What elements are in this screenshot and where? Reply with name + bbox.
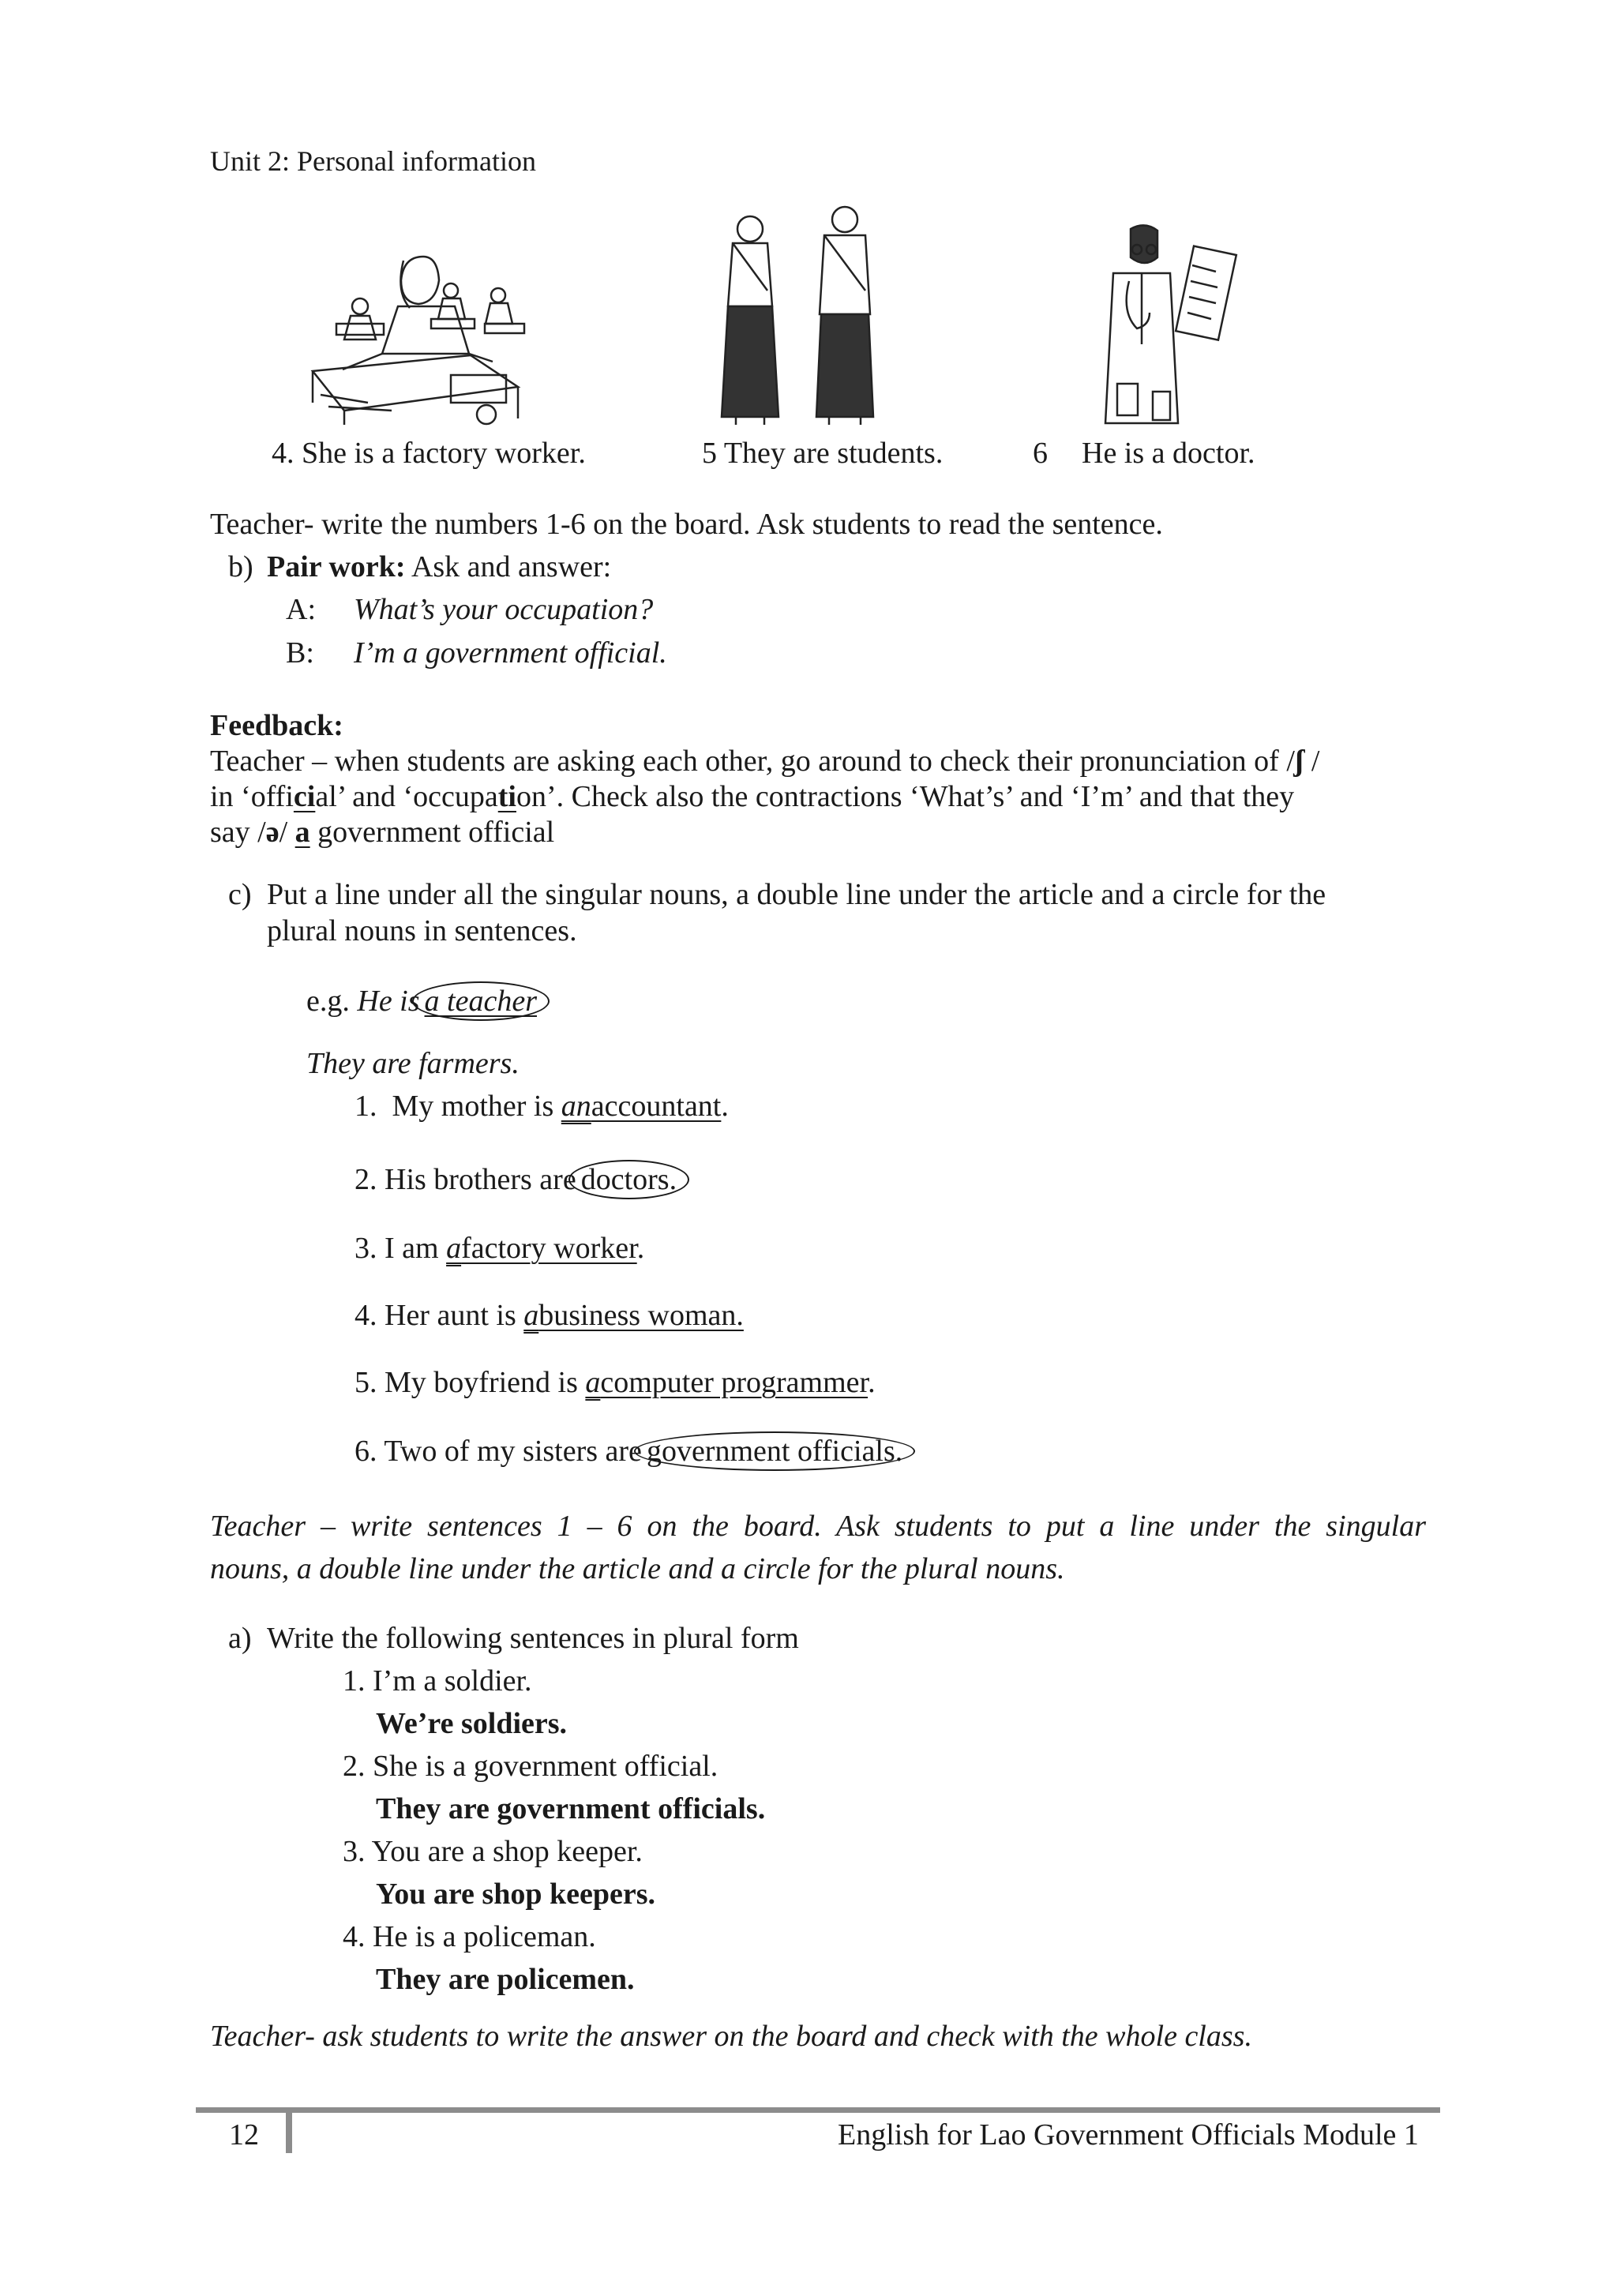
plural-item-3-question: 3. You are a shop keeper. [343, 1835, 643, 1868]
example-1: e.g. He is a teacher [306, 986, 542, 1016]
exercise-a-label: a) [228, 1622, 252, 1655]
footer-divider [286, 2107, 292, 2153]
page-number: 12 [229, 2118, 259, 2152]
highlight-ci: ci [293, 780, 316, 813]
pair-work-instruction [267, 552, 611, 582]
exercise-c-instruction-1: Put a line under all the singular nouns, a double line under the article and a circle for the [267, 878, 1326, 911]
teacher-note-2-line-2: nouns, a double line under the article and a circle for the plural nouns. [210, 1552, 1065, 1585]
plural-item-4-answer: They are policemen. [376, 1963, 635, 1996]
feedback-line-1: Teacher – when students are asking each other, go around to check their pronunciation of /ʃ / [210, 745, 1320, 778]
plural-item-2-answer: They are government officials. [376, 1792, 766, 1825]
highlight-ti: ti [497, 780, 516, 813]
phoneme-esh: ʃ [1294, 745, 1304, 778]
plural-item-4-question: 4. He is a policeman. [343, 1920, 596, 1953]
unit-title: Unit 2: Personal information [210, 145, 536, 177]
plural-item-1-question: 1. I’m a soldier. [343, 1664, 532, 1698]
teacher-note-2-line-1: Teacher – write sentences 1 – 6 on the board. Ask students to put a line under the singular [210, 1510, 1426, 1543]
dialogue-line-a: What’s your occupation? [354, 593, 654, 626]
example-circled: a teacher [412, 981, 550, 1021]
sentence-6: 6. Two of my sisters are government officials. [355, 1436, 907, 1466]
pair-work-text: Ask and answer: [411, 550, 612, 583]
exercise-a-instruction: Write the following sentences in plural form [267, 1622, 799, 1655]
circled-plural: government officials. [634, 1431, 915, 1471]
sentence-1: 1. My mother is anaccountant. [355, 1090, 729, 1123]
sentence-4: 4. Her aunt is abusiness woman. [355, 1299, 744, 1332]
figure-caption-4: 4. She is a factory worker. [272, 437, 586, 470]
example-2: They are farmers. [306, 1047, 520, 1080]
figure-caption-6: He is a doctor. [1082, 437, 1255, 470]
footer-rule [196, 2107, 1440, 2113]
book-title: English for Lao Government Officials Module 1 [838, 2118, 1419, 2152]
figure-caption-6-number: 6 [1033, 437, 1048, 470]
exercise-c-instruction-2: plural nouns in sentences. [267, 914, 577, 947]
sentence-3: 3. I am afactory worker. [355, 1232, 645, 1265]
dialogue-speaker-b: B: [286, 636, 314, 670]
students-illustration [695, 196, 900, 433]
figure-caption-5: 5 They are students. [702, 437, 944, 470]
teacher-note-1: Teacher- write the numbers 1-6 on the board. Ask students to read the sentence. [210, 508, 1163, 541]
dialogue-speaker-a: A: [286, 593, 316, 626]
pair-work-heading: Pair work: [267, 550, 406, 583]
dialogue-line-b: I’m a government official. [354, 636, 667, 670]
plural-item-3-answer: You are shop keepers. [376, 1878, 655, 1911]
factory-worker-illustration [305, 237, 534, 426]
sentence-5: 5. My boyfriend is acomputer programmer. [355, 1366, 876, 1399]
exercise-c-label: c) [228, 878, 252, 911]
plural-item-2-question: 2. She is a government official. [343, 1750, 718, 1783]
feedback-line-3: say /ə/ a government official [210, 816, 555, 849]
feedback-line-2: in ‘official’ and ‘occupation’. Check also the contractions ‘What’s’ and ‘I’m’ and that they [210, 780, 1295, 813]
highlight-article: a [295, 816, 310, 849]
pair-work-label: b) [228, 550, 253, 583]
circled-plural: doctors. [568, 1160, 689, 1199]
doctor-illustration [1082, 218, 1247, 431]
feedback-heading: Feedback: [210, 709, 343, 742]
plural-item-1-answer: We’re soldiers. [376, 1707, 568, 1740]
teacher-note-3: Teacher- ask students to write the answer on the board and check with the whole class. [210, 2020, 1252, 2053]
phoneme-schwa: ə [265, 816, 280, 849]
sentence-2: 2. His brothers are doctors. [355, 1165, 681, 1195]
